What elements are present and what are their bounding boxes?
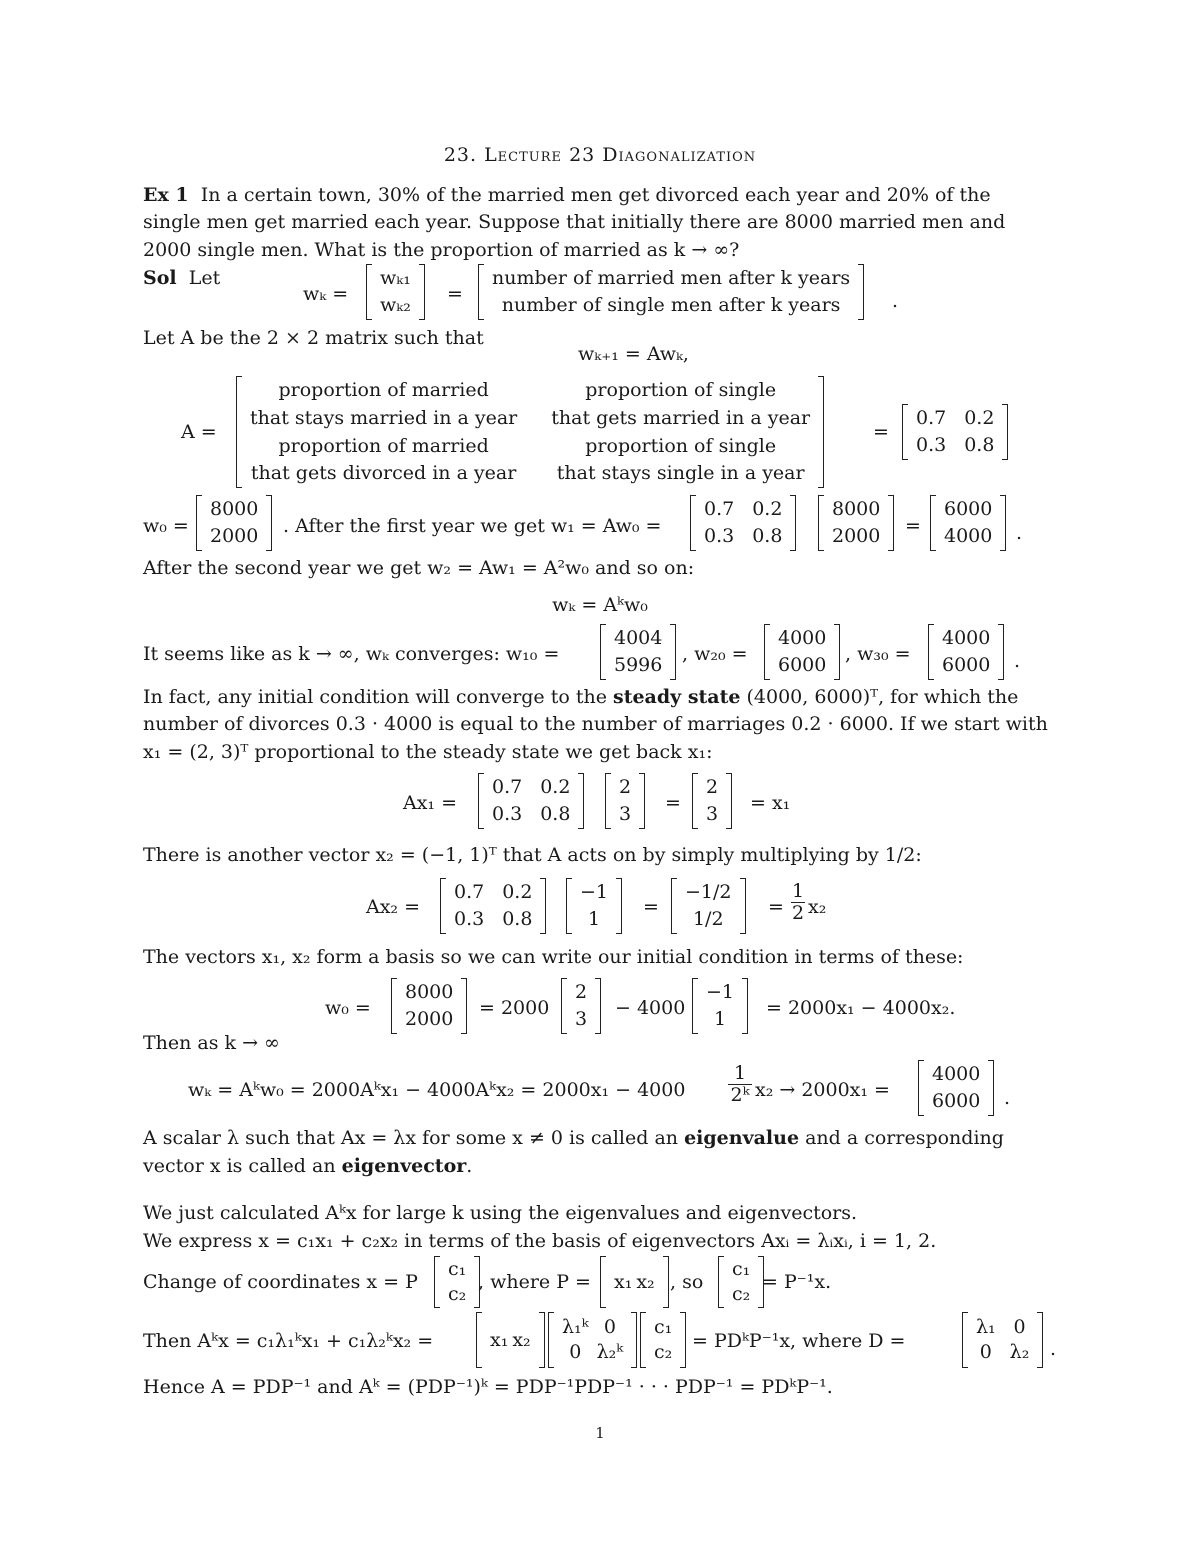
ax2-lhs: Ax₂ = bbox=[366, 896, 421, 918]
then-mid: = PDᵏP⁻¹x, where D = bbox=[692, 1330, 906, 1352]
wk-eq: = bbox=[447, 283, 463, 305]
a-description-matrix bbox=[236, 376, 824, 488]
fraction-denominator: 2 bbox=[791, 902, 805, 924]
a-num: 0.3 bbox=[492, 803, 523, 825]
w30-entry: 4000 bbox=[942, 627, 991, 650]
limit-text: wₖ = Aᵏw₀ = 2000Aᵏx₁ − 4000Aᵏx₂ = 2000x₁ − 4000 bbox=[188, 1079, 686, 1101]
a-num: 0.8 bbox=[540, 803, 571, 825]
basis-line: The vectors x₁, x₂ form a basis so we can write our initial condition in terms of these: bbox=[143, 946, 964, 968]
eigen-text: and a corresponding bbox=[799, 1127, 1004, 1149]
then-period: . bbox=[1050, 1338, 1057, 1360]
a-cell: proportion of married bbox=[278, 434, 489, 457]
w0-entry: 2000 bbox=[405, 1008, 454, 1030]
w0-entry: 2000 bbox=[832, 525, 881, 547]
steady-line1 bbox=[143, 688, 1018, 707]
then-text: Then Aᵏx = c₁λ₁ᵏx₁ + c₁λ₂ᵏx₂ = bbox=[143, 1330, 434, 1352]
dk-entry: λ₂ᵏ bbox=[596, 1341, 624, 1363]
w20-entry: 4000 bbox=[778, 627, 827, 650]
d-entry: 0 bbox=[979, 1341, 992, 1363]
wk-desc-1: number of married men after k years bbox=[492, 267, 851, 290]
ax2-rhs-eq: = bbox=[768, 896, 784, 918]
c-entry: c₂ bbox=[732, 1283, 751, 1305]
steady-line2: number of divorces 0.3 · 4000 is equal to the number of marriages 0.2 · 6000. If we start with bbox=[143, 713, 1048, 735]
a-num: 0.8 bbox=[752, 525, 783, 547]
a-num: 0.7 bbox=[454, 881, 485, 904]
x1-entry: 3 bbox=[706, 803, 719, 825]
page-title: 23. Lecture 23 Diagonalization bbox=[443, 144, 757, 166]
ex1-line1 bbox=[143, 186, 991, 205]
wk1-entry: wₖ₁ bbox=[380, 267, 411, 290]
w1-entry: 4000 bbox=[944, 525, 993, 547]
half-fraction bbox=[791, 882, 805, 923]
p-column: x₁ bbox=[614, 1270, 633, 1293]
another-vector-line: There is another vector x₂ = (−1, 1)ᵀ that A acts on by simply multiplying by 1/2: bbox=[143, 844, 922, 866]
a-num: 0.3 bbox=[916, 434, 947, 456]
w20-vector bbox=[764, 624, 840, 680]
w1-eq: = bbox=[905, 515, 921, 537]
x1-entry: 2 bbox=[575, 981, 588, 1004]
limit-vector bbox=[918, 1060, 994, 1116]
a-cell: that gets married in a year bbox=[551, 406, 811, 429]
limit-tail: x₂ → 2000x₁ = bbox=[755, 1079, 890, 1101]
then-as-k-line: Then as k → ∞ bbox=[143, 1032, 280, 1054]
a-matrix-w1 bbox=[690, 495, 796, 551]
wk-formula: wₖ = Aᵏw₀ bbox=[552, 594, 648, 616]
w10-entry: 4004 bbox=[614, 627, 663, 650]
hence-line: Hence A = PDP⁻¹ and Aᵏ = (PDP⁻¹)ᵏ = PDP⁻¹PDP⁻¹ · · · PDP⁻¹ = PDᵏP⁻¹. bbox=[143, 1376, 833, 1398]
p-matrix bbox=[600, 1256, 669, 1308]
ax1-rhs: = x₁ bbox=[750, 792, 791, 814]
w0d-mid2: − 4000 bbox=[615, 997, 686, 1019]
change-so: , so bbox=[670, 1271, 704, 1293]
wk2-entry: wₖ₂ bbox=[380, 294, 411, 316]
express-line: We express x = c₁x₁ + c₂x₂ in terms of the basis of eigenvectors Axᵢ = λᵢxᵢ, i = 1, 2. bbox=[143, 1230, 937, 1252]
sol-label: Sol bbox=[143, 267, 177, 289]
w1-entry: 6000 bbox=[944, 498, 993, 521]
calc-line: We just calculated Aᵏx for large k using the eigenvalues and eigenvectors. bbox=[143, 1202, 858, 1224]
p-column: x₂ bbox=[512, 1328, 531, 1351]
w30-period: . bbox=[1014, 650, 1021, 672]
w0d-lhs: w₀ = bbox=[325, 997, 371, 1019]
dk-entry: 0 bbox=[603, 1316, 616, 1339]
page-number: 1 bbox=[595, 1424, 605, 1442]
w0d-vector bbox=[391, 978, 467, 1034]
wk-lhs: wₖ = bbox=[303, 283, 349, 305]
ex1-line2: single men get married each year. Suppose that initially there are 8000 married men and bbox=[143, 211, 1006, 233]
w0-entry: 2000 bbox=[210, 525, 259, 547]
x1-entry: 3 bbox=[575, 1008, 588, 1030]
change-text: Change of coordinates x = P bbox=[143, 1271, 418, 1293]
ex1-text-1: In a certain town, 30% of the married men get divorced each year and 20% of the bbox=[200, 184, 991, 206]
fraction-numerator: 1 bbox=[791, 880, 805, 902]
x2-entry: 1/2 bbox=[692, 908, 724, 930]
p-column: x₂ bbox=[636, 1270, 655, 1293]
ax2-eq: = bbox=[643, 896, 659, 918]
steady-text: (4000, 6000)ᵀ, for which the bbox=[740, 686, 1019, 708]
d-matrix bbox=[962, 1312, 1043, 1368]
a-num: 0.3 bbox=[704, 525, 735, 547]
w0-entry: 8000 bbox=[832, 498, 881, 521]
eigen-line2 bbox=[143, 1157, 472, 1176]
a-cell: that stays single in a year bbox=[556, 462, 805, 485]
a-lhs: A = bbox=[181, 421, 217, 443]
w30-label: , w₃₀ = bbox=[845, 643, 911, 665]
a-cell: that stays married in a year bbox=[250, 406, 518, 429]
a-num: 0.8 bbox=[502, 908, 533, 930]
ax2-rhs-tail: x₂ bbox=[808, 896, 827, 918]
w10-vector bbox=[600, 624, 676, 680]
steady-state-term: steady state bbox=[613, 686, 741, 708]
a-cell: proportion of single bbox=[585, 378, 777, 401]
then-c-vector bbox=[640, 1312, 686, 1368]
w0-lhs: w₀ = bbox=[143, 515, 189, 537]
ax2-result bbox=[671, 878, 746, 934]
then-dk-matrix bbox=[548, 1312, 637, 1368]
limit-fraction bbox=[728, 1064, 752, 1105]
w0d-x2 bbox=[692, 978, 748, 1034]
a-cell: proportion of married bbox=[278, 378, 489, 401]
steady-line3: x₁ = (2, 3)ᵀ proportional to the steady state we get back x₁: bbox=[143, 741, 713, 763]
w0-vector-b bbox=[818, 495, 894, 551]
w20-entry: 6000 bbox=[778, 654, 827, 676]
ax1-eq: = bbox=[665, 792, 681, 814]
w1-vector bbox=[930, 495, 1006, 551]
eigenvalue-term: eigenvalue bbox=[684, 1127, 800, 1149]
w0-entry: 8000 bbox=[210, 498, 259, 521]
a-numeric-matrix bbox=[902, 404, 1008, 460]
ax1-vector bbox=[605, 773, 645, 829]
c-entry: c₁ bbox=[448, 1258, 467, 1281]
c-entry: c₁ bbox=[732, 1258, 751, 1281]
ax1-a-matrix bbox=[478, 773, 584, 829]
steady-text: In fact, any initial condition will converge to the bbox=[143, 686, 613, 708]
w0d-x1 bbox=[561, 978, 601, 1034]
converge-text: It seems like as k → ∞, wₖ converges: w₁₀ = bbox=[143, 643, 560, 665]
c-entry: c₂ bbox=[448, 1283, 467, 1305]
change-where: , where P = bbox=[478, 1271, 591, 1293]
x2-entry: −1 bbox=[580, 881, 609, 904]
c-entry: c₂ bbox=[654, 1341, 673, 1363]
a-num: 0.7 bbox=[492, 776, 523, 799]
c-vector bbox=[434, 1256, 480, 1308]
d-entry: λ₂ bbox=[1009, 1341, 1030, 1363]
x1-entry: 3 bbox=[619, 803, 632, 825]
sol-line bbox=[143, 269, 220, 288]
wk-vector bbox=[366, 264, 425, 320]
x2-entry: 1 bbox=[587, 908, 601, 930]
let-a-line: Let A be the 2 × 2 matrix such that bbox=[143, 327, 484, 349]
w30-vector bbox=[928, 624, 1004, 680]
x1-entry: 2 bbox=[706, 776, 719, 799]
wk-period: . bbox=[892, 290, 899, 312]
a-num: 0.2 bbox=[540, 776, 571, 799]
eigen-line1 bbox=[143, 1129, 1004, 1148]
first-year-text: . After the first year we get w₁ = Aw₀ = bbox=[283, 515, 662, 537]
a-num: 0.7 bbox=[704, 498, 735, 521]
a-num: 0.7 bbox=[916, 407, 947, 430]
d-entry: 0 bbox=[1013, 1316, 1026, 1339]
ex1-line3: 2000 single men. What is the proportion of married as k → ∞? bbox=[143, 239, 740, 261]
x2-entry: 1 bbox=[713, 1008, 727, 1030]
eigen-text: . bbox=[466, 1155, 473, 1177]
c-entry: c₁ bbox=[654, 1316, 673, 1339]
eigen-text: vector x is called an bbox=[143, 1155, 342, 1177]
w0-entry: 8000 bbox=[405, 981, 454, 1004]
sol-let: Let bbox=[188, 267, 221, 289]
dk-entry: λ₁ᵏ bbox=[562, 1316, 589, 1339]
w0d-rhs: = 2000x₁ − 4000x₂. bbox=[766, 997, 956, 1019]
ax2-vector bbox=[566, 878, 622, 934]
ax1-lhs: Ax₁ = bbox=[403, 792, 458, 814]
a-cell: proportion of single bbox=[585, 434, 777, 457]
a-num: 0.2 bbox=[964, 407, 995, 430]
w10-entry: 5996 bbox=[614, 654, 663, 676]
c-vector-2 bbox=[718, 1256, 764, 1308]
w0-vector bbox=[196, 495, 272, 551]
dk-entry: 0 bbox=[569, 1341, 582, 1363]
a-cell: that gets divorced in a year bbox=[250, 462, 517, 485]
a-eq: = bbox=[873, 421, 889, 443]
ex1-label: Ex 1 bbox=[143, 184, 189, 206]
a-num: 0.2 bbox=[752, 498, 783, 521]
ax1-result bbox=[692, 773, 732, 829]
d-entry: λ₁ bbox=[976, 1316, 996, 1339]
a-num: 0.2 bbox=[502, 881, 533, 904]
fraction-denominator: 2ᵏ bbox=[730, 1084, 750, 1106]
limit-entry: 4000 bbox=[932, 1063, 981, 1086]
then-p-matrix bbox=[476, 1312, 545, 1368]
second-year-line: After the second year we get w₂ = Aw₁ = A²w₀ and so on: bbox=[143, 557, 695, 579]
p-column: x₁ bbox=[490, 1328, 509, 1351]
change-rhs: = P⁻¹x. bbox=[762, 1271, 832, 1293]
x2-entry: −1/2 bbox=[685, 881, 732, 904]
eigen-text: A scalar λ such that Ax = λx for some x ≠ 0 is called an bbox=[143, 1127, 685, 1149]
x2-entry: −1 bbox=[706, 981, 735, 1004]
w0d-mid1: = 2000 bbox=[479, 997, 550, 1019]
a-num: 0.3 bbox=[454, 908, 485, 930]
a-num: 0.8 bbox=[964, 434, 995, 456]
x1-entry: 2 bbox=[619, 776, 632, 799]
eigenvector-term: eigenvector bbox=[341, 1155, 467, 1177]
fraction-numerator: 1 bbox=[728, 1064, 752, 1085]
w1-period: . bbox=[1016, 522, 1023, 544]
ax2-a-matrix bbox=[440, 878, 546, 934]
wk-desc-2: number of single men after k years bbox=[501, 294, 841, 316]
w30-entry: 6000 bbox=[942, 654, 991, 676]
limit-period: . bbox=[1004, 1087, 1011, 1109]
recurrence: wₖ₊₁ = Awₖ, bbox=[578, 343, 689, 365]
wk-desc-vector bbox=[478, 264, 864, 320]
w20-label: , w₂₀ = bbox=[682, 643, 748, 665]
limit-entry: 6000 bbox=[932, 1090, 981, 1112]
